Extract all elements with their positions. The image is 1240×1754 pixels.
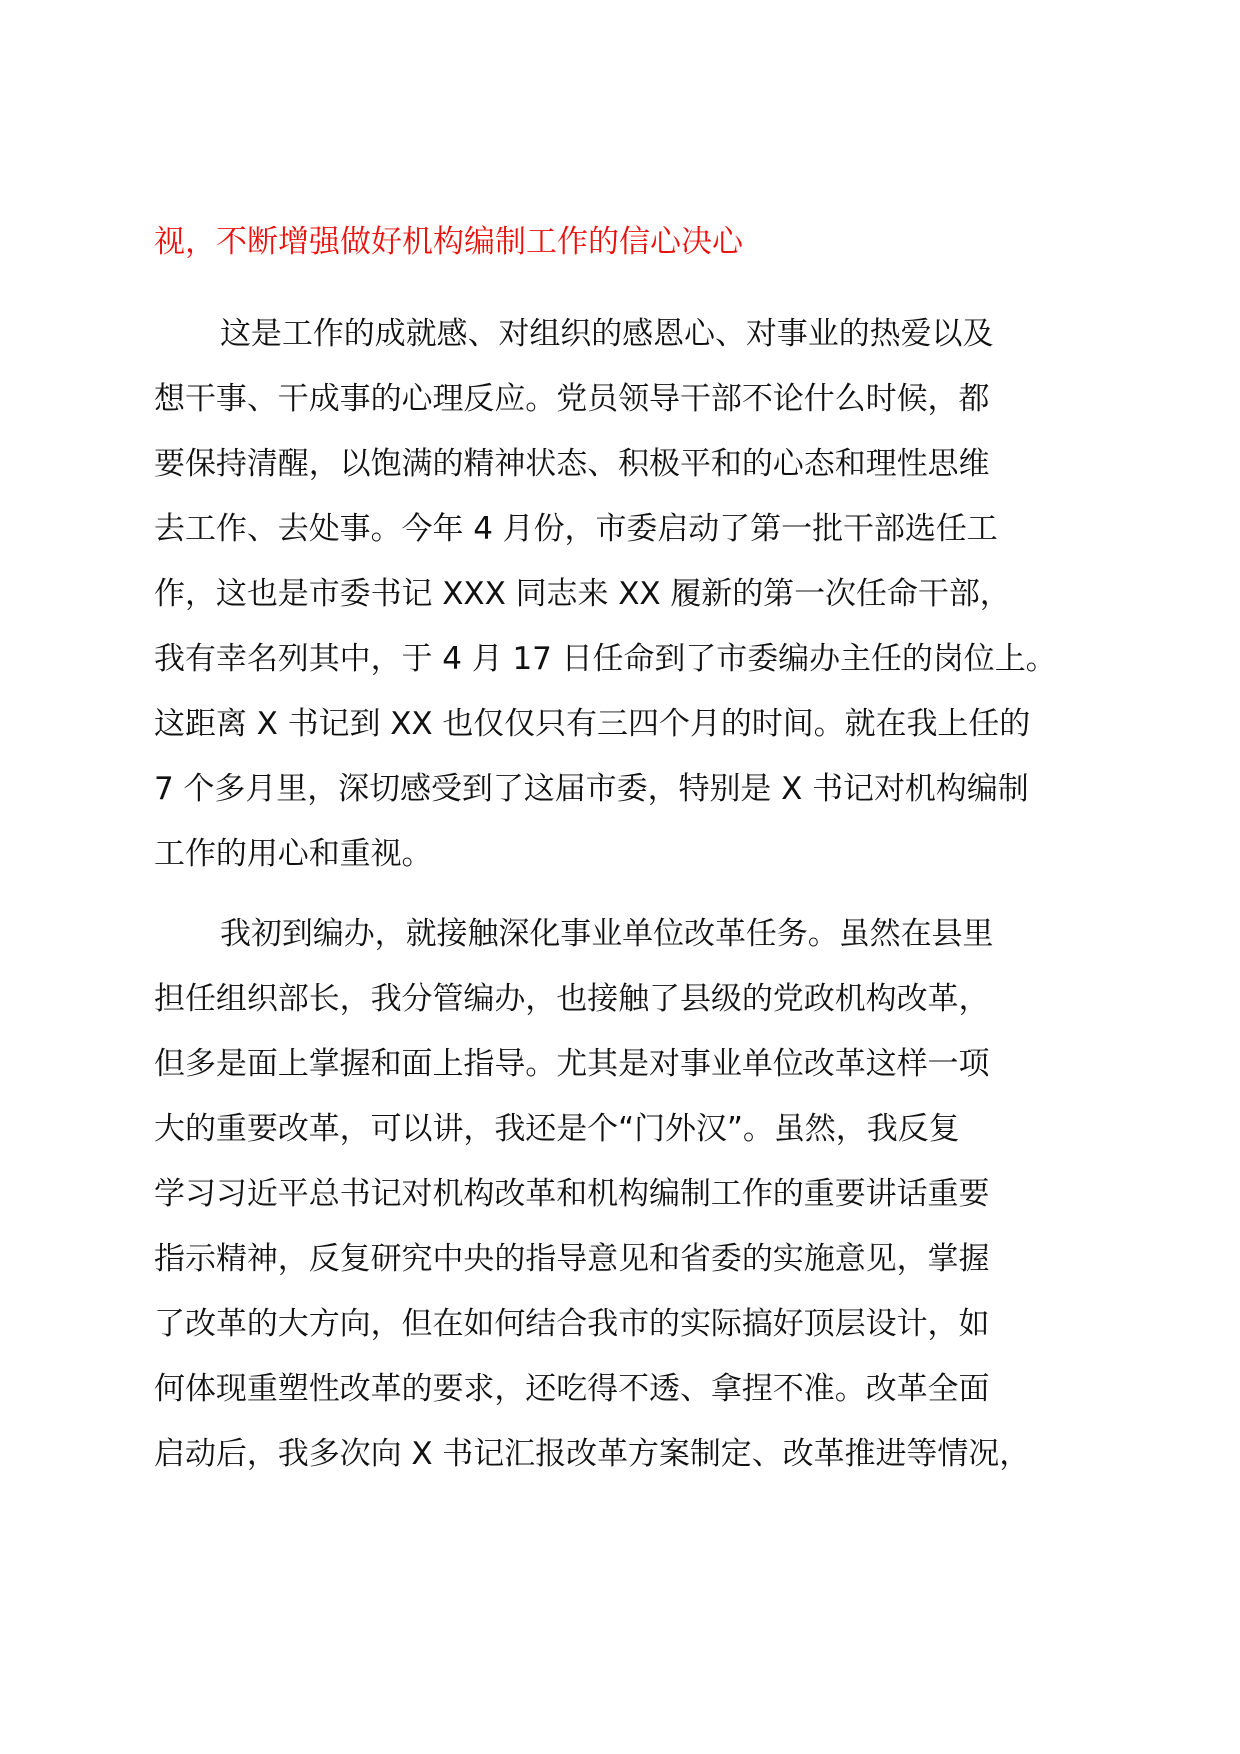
paragraph-line: 这是工作的成就感、对组织的感恩心、对事业的热爱以及 bbox=[220, 316, 994, 352]
paragraph-line: 指示精神，反复研究中央的指导意见和省委的实施意见，掌握 bbox=[154, 1241, 990, 1277]
paragraph-line: 作，这也是市委书记 XXX 同志来 XX 履新的第一次任命干部， bbox=[154, 576, 1011, 612]
paragraph-line: 7 个多月里，深切感受到了这届市委，特别是 X 书记对机构编制 bbox=[154, 771, 1029, 807]
paragraph-line: 工作的用心和重视。 bbox=[154, 836, 433, 872]
paragraph-line: 大的重要改革，可以讲，我还是个“门外汉”。虽然，我反复 bbox=[154, 1111, 960, 1147]
section-heading: 视，不断增强做好机构编制工作的信心决心 bbox=[154, 224, 743, 260]
paragraph-line: 学习习近平总书记对机构改革和机构编制工作的重要讲话重要 bbox=[154, 1176, 990, 1212]
paragraph-line: 启动后，我多次向 X 书记汇报改革方案制定、改革推进等情况， bbox=[154, 1436, 1031, 1472]
paragraph-1 bbox=[154, 302, 1094, 887]
paragraph-line: 去工作、去处事。今年 4 月份，市委启动了第一批干部选任工 bbox=[154, 511, 998, 547]
paragraph-line: 何体现重塑性改革的要求，还吃得不透、拿捏不准。改革全面 bbox=[154, 1371, 990, 1407]
paragraph-line: 要保持清醒，以饱满的精神状态、积极平和的心态和理性思维 bbox=[154, 446, 990, 482]
paragraph-line: 我初到编办，就接触深化事业单位改革任务。虽然在县里 bbox=[220, 916, 994, 952]
paragraph-line: 想干事、干成事的心理反应。党员领导干部不论什么时候，都 bbox=[154, 381, 990, 417]
paragraph-line: 了改革的大方向，但在如何结合我市的实际搞好顶层设计，如 bbox=[154, 1306, 990, 1342]
paragraph-line: 担任组织部长，我分管编办，也接触了县级的党政机构改革， bbox=[154, 981, 990, 1017]
paragraph-line: 但多是面上掌握和面上指导。尤其是对事业单位改革这样一项 bbox=[154, 1046, 990, 1082]
paragraph-2 bbox=[154, 902, 1094, 1487]
paragraph-line: 这距离 X 书记到 XX 也仅仅只有三四个月的时间。就在我上任的 bbox=[154, 706, 1031, 742]
paragraph-line: 我有幸名列其中，于 4 月 17 日任命到了市委编办主任的岗位上。 bbox=[154, 641, 1057, 677]
